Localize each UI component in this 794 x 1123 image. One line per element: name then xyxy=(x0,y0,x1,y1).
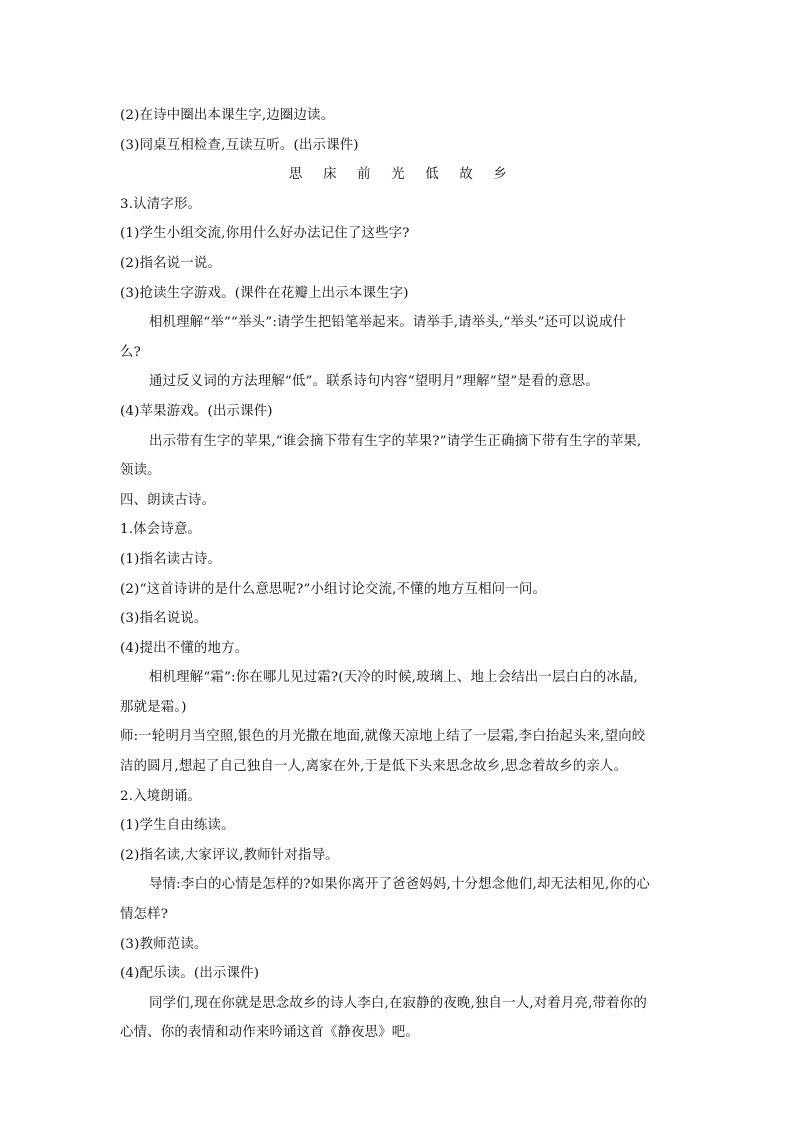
paragraph-line: 导情:李白的心情是怎样的?如果你离开了爸爸妈妈,十分想念他们,却无法相见,你的心 xyxy=(149,877,651,893)
paragraph-line: 出示带有生字的苹果,“谁会摘下带有生字的苹果?”请学生正确摘下带有生字的苹果, xyxy=(149,433,642,449)
paragraph-line: 情怎样? xyxy=(120,907,169,923)
text-line: (2)指名读,大家评议,教师针对指导。 xyxy=(120,847,339,863)
character: 思 xyxy=(289,167,303,183)
text-line: (2)“这首诗讲的是什么意思呢?”小组讨论交流,不懂的地方互相问一问。 xyxy=(120,581,547,597)
text-line: (3)指名说说。 xyxy=(120,611,208,627)
character: 前 xyxy=(357,167,371,183)
paragraph-line: 相机理解“举”“举头”:请学生把铅笔举起来。请举手,请举头,“举头”还可以说成什 xyxy=(149,315,627,331)
character: 光 xyxy=(391,167,405,183)
document-body xyxy=(120,101,676,1048)
paragraph-line: 么? xyxy=(120,344,141,360)
paragraph-line: 通过反义词的方法理解“低”。联系诗句内容“望明月”理解“望”是看的意思。 xyxy=(149,374,599,390)
text-line: (1)学生小组交流,你用什么好办法记住了这些字? xyxy=(120,226,410,242)
paragraph-line: 领读。 xyxy=(120,463,161,479)
text-line: (2)在诗中圈出本课生字,边圈边读。 xyxy=(120,108,335,123)
paragraph-line: 相机理解“霜”:你在哪儿见过霜?(天冷的时候,玻璃上、地上会结出一层白白的冰晶, xyxy=(149,670,639,686)
section-heading: 3.认清字形。 xyxy=(120,196,202,212)
character: 床 xyxy=(323,167,337,183)
new-characters-row xyxy=(120,160,676,190)
paragraph-line: 同学们,现在你就是思念故乡的诗人李白,在寂静的夜晚,独自一人,对着月亮,带着你的 xyxy=(149,995,647,1011)
text-line: (3)同桌互相检查,互读互听。(出示课件) xyxy=(120,137,359,153)
text-line: (1)学生自由练读。 xyxy=(120,818,235,834)
paragraph-line: 洁的圆月,想起了自己独自一人,离家在外,于是低下头来思念故乡,思念着故乡的亲人。 xyxy=(120,759,628,775)
section-heading: 1.体会诗意。 xyxy=(120,522,202,538)
text-line: (4)提出不懂的地方。 xyxy=(120,640,249,656)
section-heading: 四、朗读古诗。 xyxy=(120,492,216,508)
paragraph-line: 师:一轮明月当空照,银色的月光撒在地面,就像天凉地上结了一层霜,李白抬起头来,望向皎 xyxy=(120,729,646,745)
text-line: (4)苹果游戏。(出示课件) xyxy=(120,403,273,419)
text-line: (2)指名说一说。 xyxy=(120,255,222,271)
text-line: (3)抢读生字游戏。(课件在花瓣上出示本课生字) xyxy=(120,285,409,301)
text-line: (3)教师范读。 xyxy=(120,936,208,952)
paragraph-line: 心情、你的表情和动作来吟诵这首《静夜思》吧。 xyxy=(120,1025,419,1041)
character: 故 xyxy=(459,167,473,183)
section-heading: 2.入境朗诵。 xyxy=(120,788,202,804)
text-line: (4)配乐读。(出示课件) xyxy=(120,966,260,982)
character: 低 xyxy=(425,167,439,183)
character: 乡 xyxy=(493,167,507,183)
paragraph-line: 那就是霜。) xyxy=(120,699,187,715)
text-line: (1)指名读古诗。 xyxy=(120,551,222,567)
